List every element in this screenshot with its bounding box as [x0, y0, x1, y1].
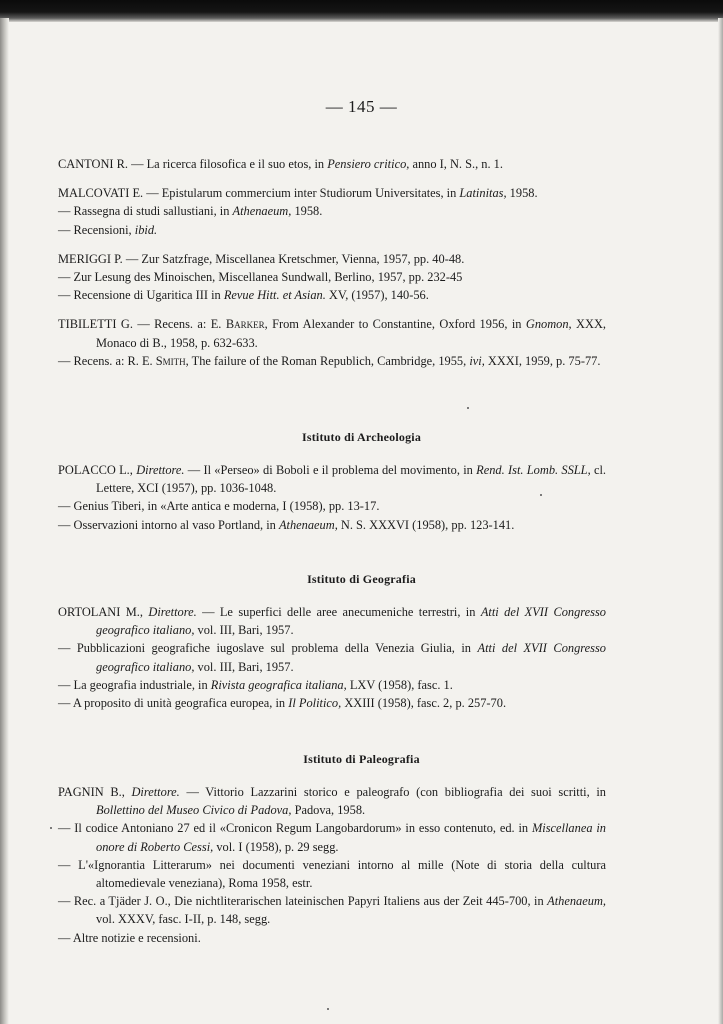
- entry-author: TIBILETTI G.: [58, 317, 133, 332]
- section-paleografia: [58, 783, 606, 947]
- entry-italic-title: Il Politico,: [288, 696, 342, 711]
- bibliography-entry: — Recens. a: R. E. Smith, The failure of the Roman Republich, Cambridge, 1955, ivi, XXXI, 1959, p. 75-77.: [58, 353, 601, 368]
- entry-text: L'«Ignorantia Litterarum» nei documenti veneziani intorno al mille (Note di storia della cultura altomedievale veneziana), Roma 1958, estr.: [78, 857, 606, 891]
- scan-speck: [540, 494, 542, 496]
- entry-italic-title: Athenaeum,: [232, 204, 292, 219]
- entry-text: Recens. a: E.: [154, 317, 226, 332]
- bibliography-entry: — Recensioni, ibid.: [58, 222, 158, 237]
- entry-text-end: vol. III, Bari, 1957.: [194, 623, 294, 638]
- entry-italic-title: Atti del XVII Congresso geografico italiano,: [96, 641, 606, 674]
- entry-text-end: XXIII (1958), fasc. 2, p. 257-70.: [341, 696, 507, 711]
- entry-text-continued: From Alexander to Constantine, Oxford 1956, in: [267, 317, 526, 332]
- scan-right-edge: [718, 18, 723, 1024]
- entry-text-end: XXX, Monaco di B., 1958, p. 632-633.: [96, 317, 606, 350]
- entry-text-end: anno I, N. S., n. 1.: [409, 157, 503, 171]
- entry-italic-title: Athenaeum,: [547, 894, 606, 909]
- scan-left-edge: [0, 18, 9, 1024]
- bibliography-entry: — La geografia industriale, in Rivista geografica italiana, LXV (1958), fasc. 1.: [58, 677, 453, 692]
- scan-speck: [467, 407, 469, 409]
- bibliography-entry: — Rassegna di studi sallustiani, in Athenaeum, 1958.: [58, 204, 323, 219]
- entry-role: Direttore.: [136, 463, 185, 477]
- scan-speck: [50, 827, 52, 829]
- entry-italic-title: Revue Hitt. et Asian.: [223, 288, 326, 303]
- entry-smallcaps-name: Smith,: [155, 353, 189, 368]
- entry-author: MERIGGI P.: [58, 251, 123, 266]
- entry-role: Direttore.: [148, 605, 197, 619]
- entry-text: Recensione di Ugaritica III in: [73, 288, 224, 303]
- bibliography-entry: ORTOLANI M., Direttore. — Le superfici delle aree anecumeniche terrestri, in Atti del XVII Congresso geografico italiano, vol. III, Bari, 1957.: [58, 605, 606, 638]
- entry-author: MALCOVATI E.: [58, 186, 144, 201]
- entry-text: Il «Perseo» di Boboli e il problema del movimento, in: [203, 463, 477, 477]
- entry-text: La ricerca filosofica e il suo etos, in: [146, 157, 328, 171]
- bibliography-entry: — Osservazioni intorno al vaso Portland, in Athenaeum, N. S. XXXVI (1958), pp. 123-141.: [58, 517, 515, 532]
- entry-italic-title: Miscellanea in onore di Roberto Cessi,: [96, 821, 606, 854]
- entry-text-end: cl. Lettere, XCI (1957), pp. 1036-1048.: [96, 463, 606, 496]
- entry-author: ORTOLANI M.,: [58, 605, 143, 619]
- entry-italic-title: Pensiero critico,: [327, 157, 410, 171]
- entry-text-end: 1958.: [506, 186, 538, 201]
- entry-italic-title: ibid.: [134, 222, 158, 237]
- section-geografia: [58, 603, 606, 712]
- entry-text-end: N. S. XXXVI (1958), pp. 123-141.: [337, 517, 515, 532]
- entry-text-continued: The failure of the Roman Republich, Cambridge, 1955,: [188, 353, 470, 368]
- bibliography-entry: MALCOVATI E. — Epistularum commercium inter Studiorum Universitates, in Latinitas, 1958.: [58, 186, 538, 201]
- entry-italic-title: Rivista geografica italiana,: [210, 677, 347, 692]
- bibliography-entry: — Recensione di Ugaritica III in Revue Hitt. et Asian. XV, (1957), 140-56.: [58, 288, 429, 303]
- bibliography-entry: — Zur Lesung des Minoischen, Miscellanea Sundwall, Berlino, 1957, pp. 232-45: [58, 270, 463, 285]
- bibliography-entry: TIBILETTI G. — Recens. a: E. Barker, From Alexander to Constantine, Oxford 1956, in Gnomon, XXX, Monaco di B., 1958, p. 632-633.: [58, 317, 606, 350]
- entry-text: Osservazioni intorno al vaso Portland, in: [73, 517, 279, 532]
- bibliography-entry: — Il codice Antoniano 27 ed il «Cronicon Regum Langobardorum» in esso contenuto, ed. in Miscellanea in onore di Roberto Cessi, vol. I (1958), p. 29 segg.: [58, 821, 606, 854]
- entry-text: Zur Satzfrage, Miscellanea Kretschmer, Vienna, 1957, pp. 40-48.: [141, 251, 465, 266]
- entry-text: Zur Lesung des Minoischen, Miscellanea Sundwall, Berlino, 1957, pp. 232-45: [73, 270, 463, 285]
- entry-text: Altre notizie e recensioni.: [72, 930, 201, 945]
- entry-text-end: vol. XXXV, fasc. I-II, p. 148, segg.: [96, 912, 271, 927]
- entry-text: Recensioni,: [73, 222, 135, 237]
- entry-text: Pubblicazioni geografiche iugoslave sul problema della Venezia Giulia, in: [76, 641, 478, 656]
- entry-text: Rec. a Tjäder J. O., Die nichtliterarischen lateinischen Papyri Italiens aus der Zeit 445-700, in: [73, 894, 548, 909]
- entry-text: Il codice Antoniano 27 ed il «Cronicon Regum Langobardorum» in esso contenuto, ed. in: [74, 821, 532, 836]
- bibliography-entry: — Rec. a Tjäder J. O., Die nichtliterarischen lateinischen Papyri Italiens aus der Zeit 445-700, in Athenaeum, vol. XXXV, fasc. I-II, p. 148, segg.: [58, 894, 606, 927]
- entry-text-end: vol. I (1958), p. 29 segg.: [213, 839, 339, 854]
- bibliography-entry: — Altre notizie e recensioni.: [58, 930, 201, 945]
- entry-text: Genius Tiberi, in «Arte antica e moderna, I (1958), pp. 13-17.: [73, 499, 380, 514]
- bibliography-entry: POLACCO L., Direttore. — Il «Perseo» di Boboli e il problema del movimento, in Rend. Ist. Lomb. SSLL, cl. Lettere, XCI (1957), pp. 1036-1048.: [58, 463, 606, 496]
- scan-top-edge: [0, 0, 723, 22]
- entry-italic-title: ivi,: [469, 353, 485, 368]
- entry-author: POLACCO L.,: [58, 463, 133, 477]
- entry-text: Le superfici delle aree anecumeniche terrestri, in: [219, 605, 481, 619]
- entry-text: A proposito di unità geografica europea, in: [72, 696, 289, 711]
- entry-text: La geografia industriale, in: [73, 677, 211, 692]
- entry-text: Recens. a: R. E.: [73, 353, 156, 368]
- entry-text-end: Padova, 1958.: [291, 803, 366, 818]
- entry-italic-title: Latinitas,: [459, 186, 507, 201]
- bibliography-entry: — A proposito di unità geografica europea, in Il Politico, XXIII (1958), fasc. 2, p. 257-70.: [58, 696, 507, 711]
- section-general: [58, 155, 606, 370]
- entry-text: Rassegna di studi sallustiani, in: [73, 204, 233, 219]
- entry-text-end: XV, (1957), 140-56.: [325, 288, 429, 303]
- section-archeologia: [58, 461, 606, 534]
- entry-text-end: XXXI, 1959, p. 75-77.: [484, 353, 601, 368]
- entry-role: Direttore.: [131, 785, 180, 799]
- bibliography-entry: — Genius Tiberi, in «Arte antica e moderna, I (1958), pp. 13-17.: [58, 499, 380, 514]
- heading-archeologia: Istituto di Archeologia: [301, 430, 422, 444]
- bibliography-entry: — Pubblicazioni geografiche iugoslave sul problema della Venezia Giulia, in Atti del XVII Congresso geografico italiano, vol. III, Bari, 1957.: [58, 641, 606, 674]
- bibliography-entry: — L'«Ignorantia Litterarum» nei documenti veneziani intorno al mille (Note di storia della cultura altomedievale veneziana), Roma 1958, estr.: [58, 857, 606, 891]
- entry-text: Vittorio Lazzarini storico e paleografo (con bibliografia dei suoi scritti, in: [205, 785, 606, 799]
- heading-geografia: Istituto di Geografia: [307, 572, 416, 586]
- entry-italic-title: Atti del XVII Congresso geografico italiano,: [96, 605, 606, 638]
- entry-text-end: LXV (1958), fasc. 1.: [346, 677, 453, 692]
- entry-italic-title: Gnomon,: [525, 317, 572, 332]
- bibliography-entry: MERIGGI P. — Zur Satzfrage, Miscellanea Kretschmer, Vienna, 1957, pp. 40-48.: [58, 251, 465, 266]
- bibliography-entry: CANTONI R. — La ricerca filosofica e il suo etos, in Pensiero critico, anno I, N. S., n. 1.: [58, 157, 503, 171]
- page-number: — 145 —: [325, 97, 398, 116]
- entry-italic-title: Rend. Ist. Lomb. SSLL,: [476, 463, 591, 477]
- entry-smallcaps-name: Barker,: [225, 317, 268, 332]
- entry-author: CANTONI R.: [58, 157, 128, 171]
- entry-text-end: vol. III, Bari, 1957.: [194, 659, 294, 674]
- heading-paleografia: Istituto di Paleografia: [303, 752, 420, 766]
- entry-italic-title: Bollettino del Museo Civico di Padova,: [96, 803, 292, 818]
- scan-speck: [327, 1008, 329, 1010]
- entry-author: PAGNIN B.,: [58, 785, 125, 799]
- entry-italic-title: Athenaeum,: [278, 517, 338, 532]
- entry-text: Epistularum commercium inter Studiorum Universitates, in: [161, 186, 460, 201]
- entry-text-end: 1958.: [291, 204, 323, 219]
- bibliography-entry: PAGNIN B., Direttore. — Vittorio Lazzarini storico e paleografo (con bibliografia dei suoi scritti, in Bollettino del Museo Civico di Padova, Padova, 1958.: [58, 785, 606, 818]
